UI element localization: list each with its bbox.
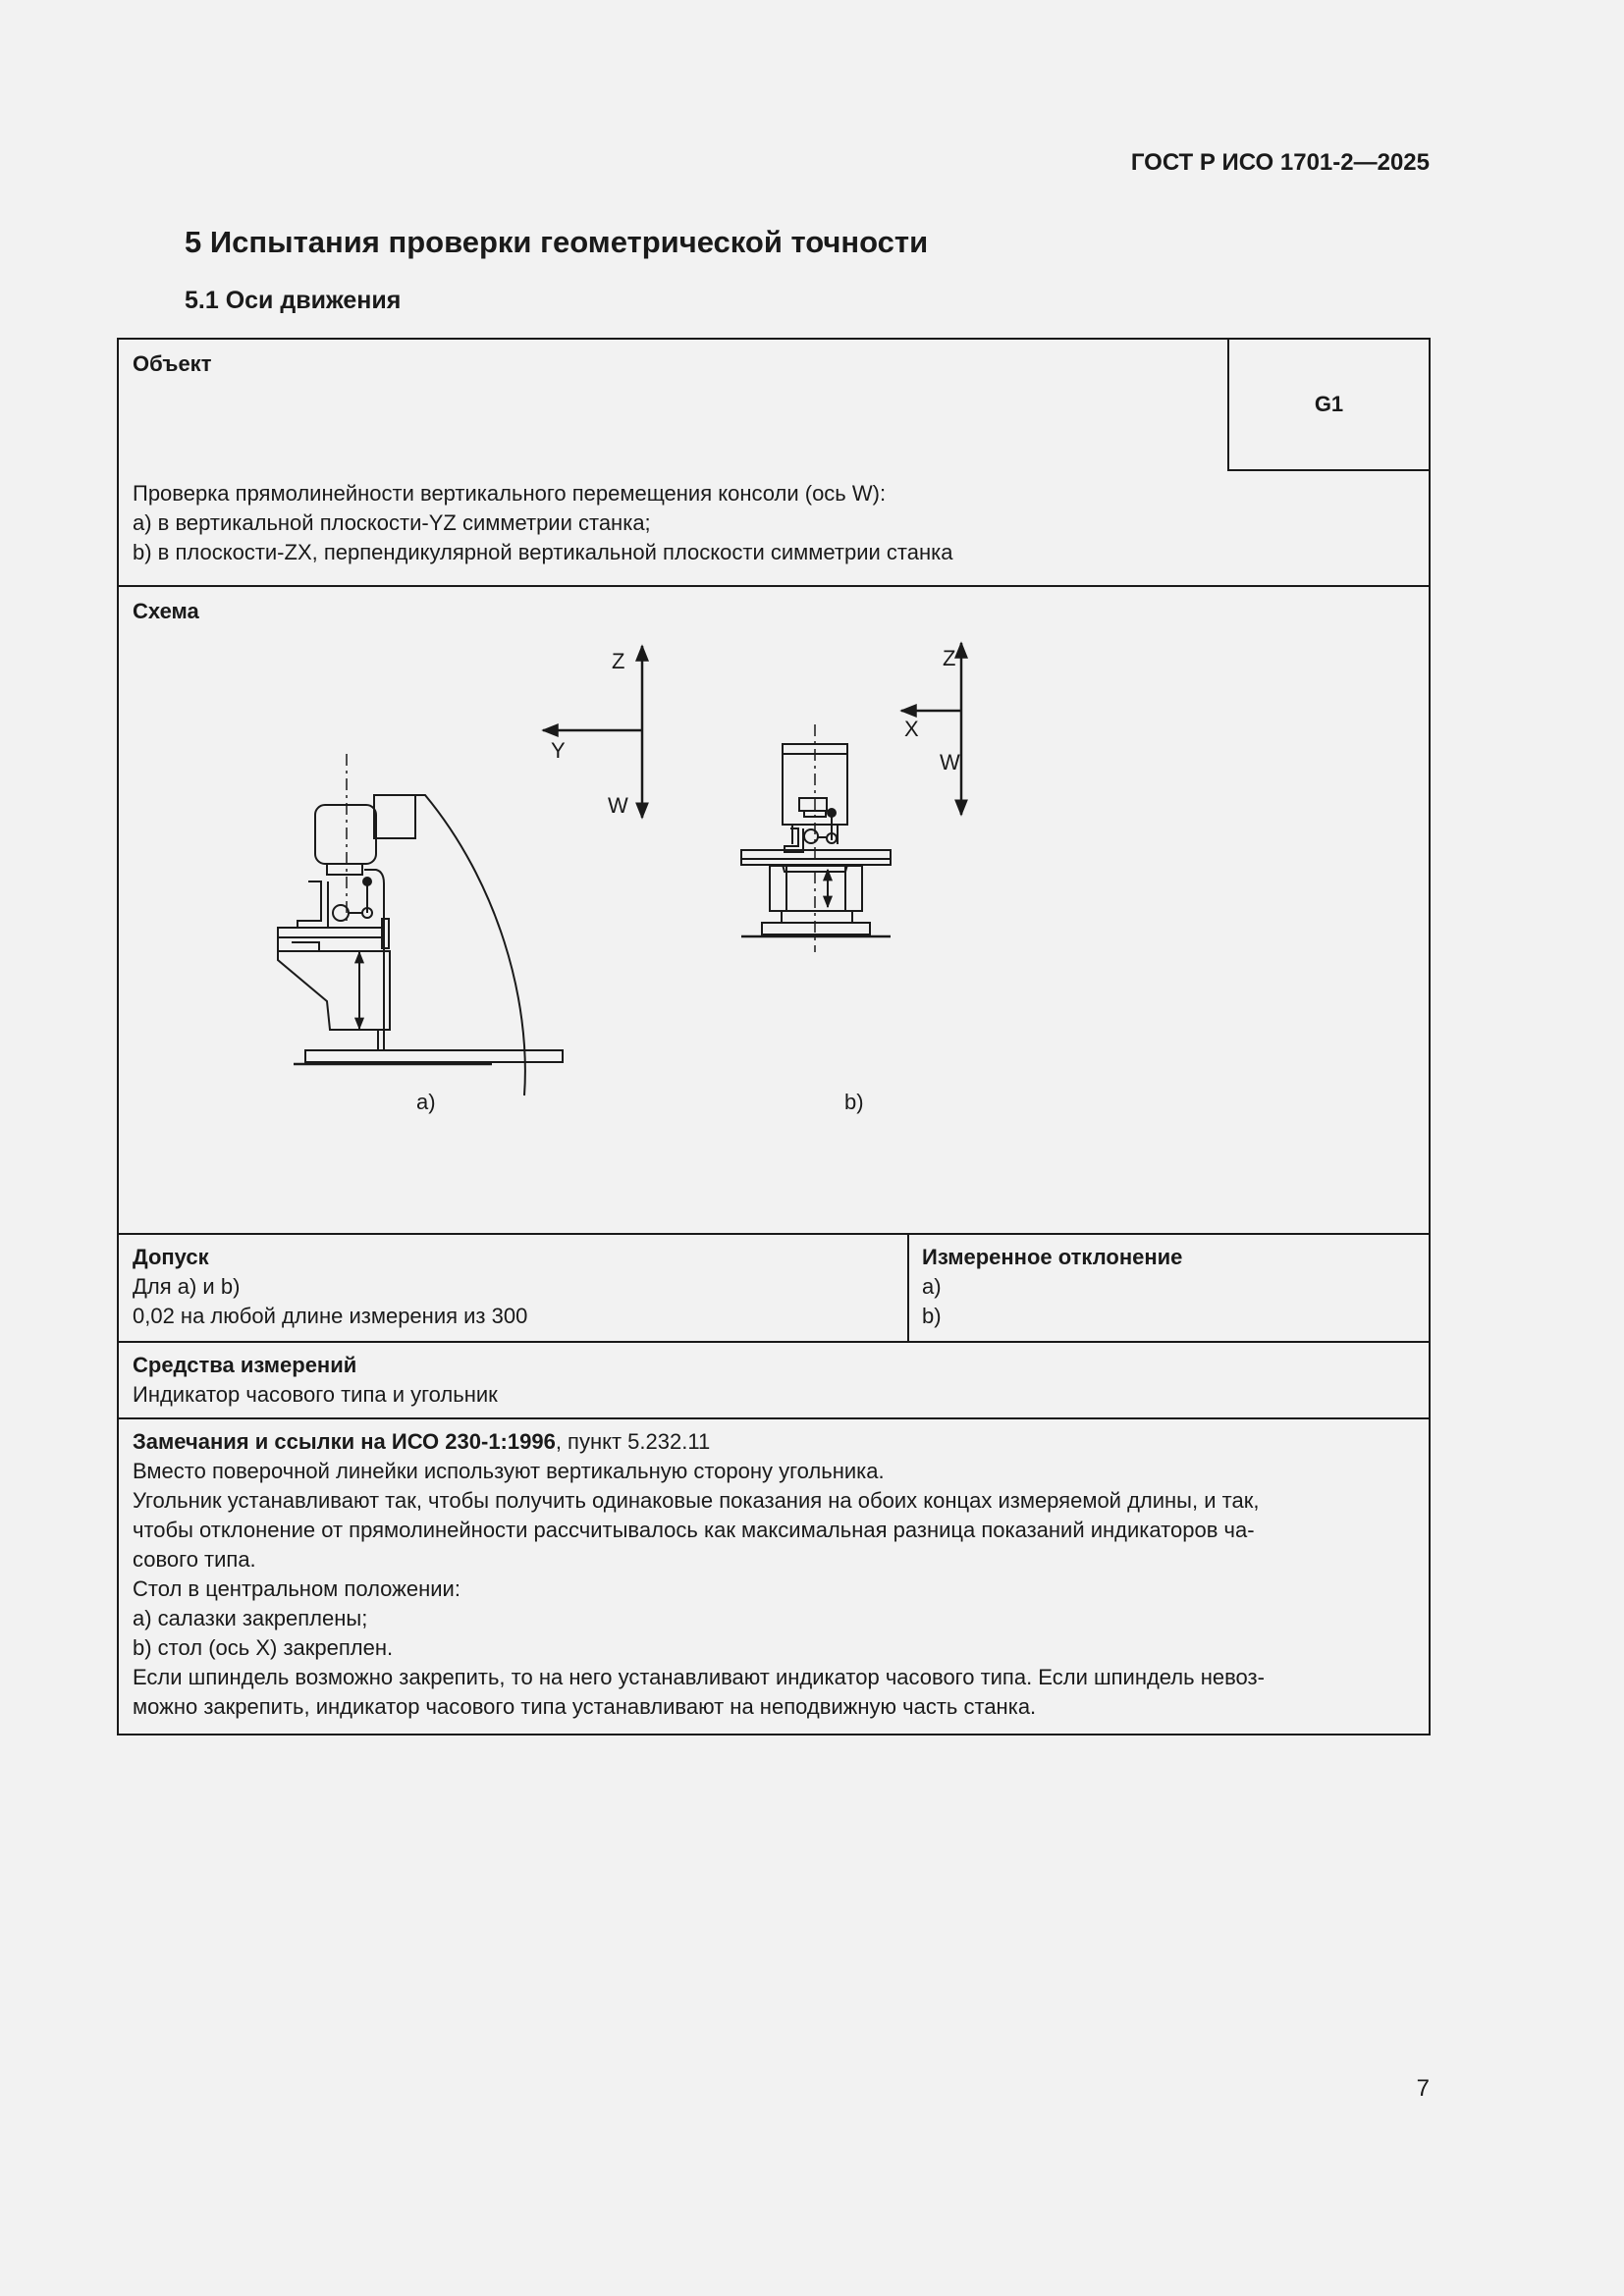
document-code: ГОСТ Р ИСО 1701-2—2025 [1130,149,1430,176]
machine-side-view [278,754,563,1095]
notes-line: Стол в центральном положении: [133,1576,460,1601]
measured-line: b) [922,1304,942,1328]
tolerance-line: 0,02 на любой длине измерения из 300 [133,1304,528,1328]
tolerance-label: Допуск [133,1245,209,1269]
subsection-title: 5.1 Оси движения [185,287,402,314]
notes-line: чтобы отклонение от прямолинейности рассчитывалось как максимальная разница показаний индикаторов ча- [133,1518,1255,1542]
notes-line: Если шпиндель возможно закрепить, то на него устанавливают индикатор часового типа. Если шпиндель невоз- [133,1665,1265,1689]
measured-cell [922,1243,1182,1331]
column-divider [907,1235,909,1341]
axis-cross-b [901,643,961,815]
tolerance-row [119,1235,1429,1343]
figure-a [278,646,642,1114]
object-line: a) в вертикальной плоскости-YZ симметрии станка; [133,510,651,535]
tolerance-line: Для a) и b) [133,1274,241,1299]
axis-label-z: Z [612,649,625,673]
measured-label: Измеренное отклонение [922,1245,1183,1269]
scheme-drawing [119,587,1429,1231]
object-line: b) в плоскости-ZX, перпендикулярной вертикальной плоскости симметрии станка [133,540,953,564]
notes-line: Угольник устанавливают так, чтобы получить одинаковые показания на обоих концах измеряемой длины, и так, [133,1488,1260,1513]
notes-row [119,1419,1429,1734]
notes-line: можно закрепить, индикатор часового типа устанавливают на неподвижную часть станка. [133,1694,1037,1719]
object-line: Проверка прямолинейности вертикального перемещения консоли (ось W): [133,481,887,506]
axis-label-z: Z [943,646,956,670]
notes-line: сового типа. [133,1547,256,1572]
notes-label-suffix: , пункт 5.232.11 [555,1429,711,1454]
figure-b [741,643,961,1114]
object-row [119,340,1429,587]
figure-a-caption: a) [416,1090,436,1114]
test-code: G1 [1314,392,1344,416]
axis-label-w: W [608,793,628,818]
machine-front-view [741,724,891,952]
notes-label: Замечания и ссылки на ИСО 230-1:1996 [133,1429,556,1454]
tolerance-cell [133,1243,527,1331]
notes-line: a) салазки закреплены; [133,1606,368,1630]
notes-line: Вместо поверочной линейки используют вертикальную сторону угольника. [133,1459,885,1483]
object-description [133,479,952,567]
axis-label-x: X [904,717,919,741]
axis-label-y: Y [551,738,566,763]
means-cell [133,1351,498,1410]
test-table [117,338,1431,1735]
measured-line: a) [922,1274,942,1299]
object-label: Объект [133,351,212,376]
scheme-row [119,587,1429,1235]
figure-b-caption: b) [844,1090,864,1114]
axis-cross-a [543,646,642,818]
means-label: Средства измерений [133,1353,357,1377]
page-number: 7 [1416,2075,1430,2102]
means-text: Индикатор часового типа и угольник [133,1382,498,1407]
axis-label-w: W [940,750,960,774]
scheme-label: Схема [133,599,199,623]
test-code-box [1227,340,1429,471]
notes-cell [133,1427,1265,1722]
notes-line: b) стол (ось X) закреплен. [133,1635,394,1660]
section-title: 5 Испытания проверки геометрической точности [185,225,929,259]
means-row [119,1343,1429,1419]
